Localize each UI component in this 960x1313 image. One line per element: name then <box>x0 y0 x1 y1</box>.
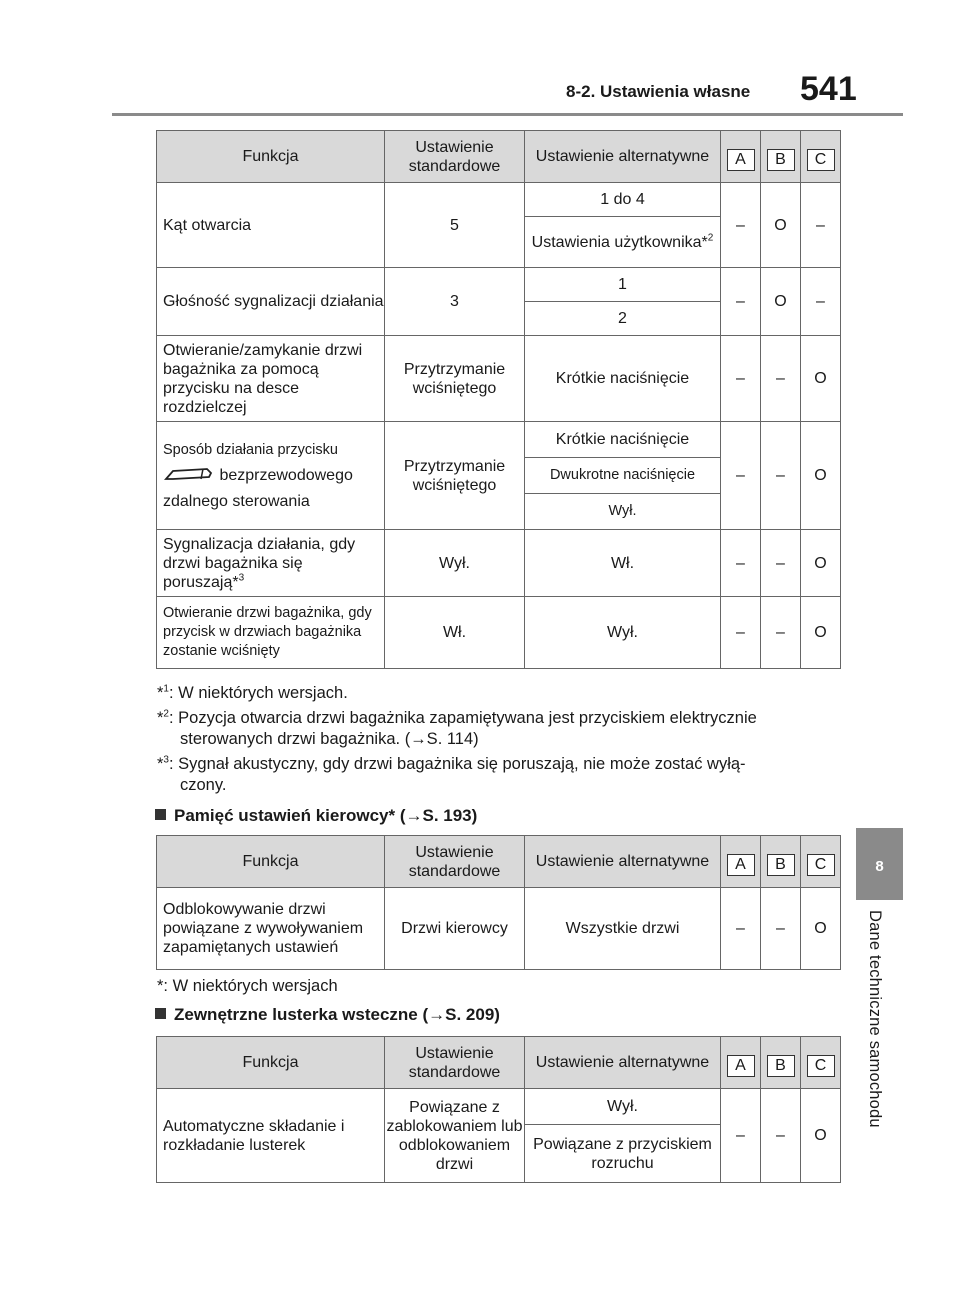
cell-b: – <box>761 888 801 970</box>
cell-a: – <box>721 183 761 268</box>
cell-b: – <box>761 597 801 669</box>
cell-function: Otwieranie/zamykanie drzwi bagażnika za pomocą przycisku na desce rozdzielczej <box>157 336 385 422</box>
cell-alt-1: 1 <box>525 268 721 302</box>
footnote-2: *$^2$: Pozycja otwarcia drzwi bagażnika zapamiętywana jest przyciskiem elektrycznie sterowanych drzwi bagażnika. (→S. 114) <box>157 708 827 750</box>
cell-alt-2: 2 <box>525 302 721 336</box>
col-funkcja: Funkcja <box>157 1037 385 1089</box>
cell-b: O <box>761 268 801 336</box>
cell-c: O <box>801 888 841 970</box>
col-b: B <box>767 149 795 171</box>
col-standard: Ustawienie standardowe <box>385 1037 525 1089</box>
col-c: C <box>807 854 835 876</box>
col-standard: Ustawienie standardowe <box>385 131 525 183</box>
function-text: Sygnalizacja działania, gdy drzwi bagażnika się poruszają* <box>163 535 356 591</box>
footnotes-1 <box>157 683 827 796</box>
cell-function: Odblokowywanie drzwi powiązane z wywoływaniem zapamiętanych ustawień <box>157 888 385 970</box>
function-line-3: zdalnego sterowania <box>163 492 310 510</box>
cell-b: – <box>761 336 801 422</box>
cell-c: – <box>801 268 841 336</box>
cell-c: O <box>801 1089 841 1183</box>
col-a: A <box>727 149 755 171</box>
footnote-2-text-b: sterowanych drzwi bagażnika. (→S. 114) <box>180 730 479 748</box>
chapter-label-wrap <box>865 910 895 1250</box>
col-alternative: Ustawienie alternatywne <box>525 131 721 183</box>
cell-alt-2: Dwukrotne naciśnięcie <box>525 458 721 494</box>
cell-alt: Wszystkie drzwi <box>525 888 721 970</box>
col-a: A <box>727 854 755 876</box>
cell-a: – <box>721 336 761 422</box>
col-c: C <box>807 149 835 171</box>
chapter-tab <box>856 828 903 900</box>
cell-alt-3: Wył. <box>525 494 721 530</box>
cell-a: – <box>721 1089 761 1183</box>
footnote-mark: 3 <box>238 572 245 584</box>
cell-standard: Powiązane z zablokowaniem lub odblokowaniem drzwi <box>385 1089 525 1183</box>
section-heading-mirrors <box>155 1005 500 1025</box>
cell-alt-1: Wył. <box>525 1089 721 1125</box>
footnote-section-2: *: W niektórych wersjach <box>157 977 338 995</box>
cell-a: – <box>721 597 761 669</box>
function-line-1: Sposób działania przycisku <box>163 441 338 458</box>
settings-table-3 <box>156 1036 841 1183</box>
section-title: 8-2. Ustawienia własne <box>566 82 751 101</box>
header-rule <box>112 113 903 116</box>
cell-c: O <box>801 597 841 669</box>
col-c: C <box>807 1055 835 1077</box>
cell-alt-2 <box>525 217 721 268</box>
cell-a: – <box>721 530 761 597</box>
cell-standard: Przytrzymanie wciśniętego <box>385 422 525 530</box>
alt-text: Ustawienia użytkownika* <box>531 233 708 251</box>
section-heading-driver-memory <box>155 806 477 826</box>
page-number: 541 <box>800 70 857 108</box>
cell-alt-1: Krótkie naciśnięcie <box>525 422 721 458</box>
section-2-title: Pamięć ustawień kierowcy* (→S. 193) <box>174 806 478 825</box>
tailgate-key-icon <box>163 465 215 483</box>
cell-c: O <box>801 422 841 530</box>
cell-alt-2: Powiązane z przyciskiem rozruchu <box>525 1125 721 1183</box>
cell-standard: 3 <box>385 268 525 336</box>
cell-a: – <box>721 268 761 336</box>
cell-alt: Krótkie naciśnięcie <box>525 336 721 422</box>
footnote-1-text: W niektórych wersjach. <box>178 684 348 702</box>
square-bullet-icon <box>155 1008 166 1019</box>
square-bullet-icon <box>155 809 166 820</box>
function-line-2: bezprzewodowego <box>215 466 353 484</box>
settings-table-1 <box>156 130 841 669</box>
col-standard: Ustawienie standardowe <box>385 836 525 888</box>
col-funkcja: Funkcja <box>157 836 385 888</box>
cell-standard: Wł. <box>385 597 525 669</box>
footnote-3-text-a: Sygnał akustyczny, gdy drzwi bagażnika się poruszają, nie może zostać wyłą- <box>178 755 746 773</box>
chapter-label: Dane techniczne samochodu <box>866 910 884 1128</box>
cell-function: Automatyczne składanie i rozkładanie lusterek <box>157 1089 385 1183</box>
chapter-number: 8 <box>875 858 884 875</box>
cell-standard: 5 <box>385 183 525 268</box>
cell-function <box>157 530 385 597</box>
cell-b: O <box>761 183 801 268</box>
cell-alt-1: 1 do 4 <box>525 183 721 217</box>
cell-b: – <box>761 422 801 530</box>
cell-c: – <box>801 183 841 268</box>
cell-c: O <box>801 336 841 422</box>
footnote-3: *$^3$: Sygnał akustyczny, gdy drzwi bagażnika się poruszają, nie może zostać wyłą- czony. <box>157 754 827 796</box>
settings-table-2 <box>156 835 841 970</box>
footnote-3-text-b: czony. <box>180 776 227 794</box>
col-funkcja: Funkcja <box>157 131 385 183</box>
cell-alt: Wł. <box>525 530 721 597</box>
cell-function: Głośność sygnalizacji działania <box>157 268 385 336</box>
cell-b: – <box>761 530 801 597</box>
cell-alt: Wył. <box>525 597 721 669</box>
cell-b: – <box>761 1089 801 1183</box>
cell-standard: Wył. <box>385 530 525 597</box>
col-alternative: Ustawienie alternatywne <box>525 1037 721 1089</box>
cell-standard: Drzwi kierowcy <box>385 888 525 970</box>
cell-a: – <box>721 422 761 530</box>
footnote-mark: 2 <box>707 232 714 244</box>
col-alternative: Ustawienie alternatywne <box>525 836 721 888</box>
cell-function: Kąt otwarcia <box>157 183 385 268</box>
col-b: B <box>767 854 795 876</box>
cell-function: Otwieranie drzwi bagażnika, gdy przycisk w drzwiach bagażnika zostanie wciśnięty <box>157 597 385 669</box>
cell-function <box>157 422 385 530</box>
col-b: B <box>767 1055 795 1077</box>
cell-a: – <box>721 888 761 970</box>
cell-standard: Przytrzymanie wciśniętego <box>385 336 525 422</box>
cell-c: O <box>801 530 841 597</box>
section-3-title: Zewnętrzne lusterka wsteczne (→S. 209) <box>174 1005 500 1024</box>
footnote-1: *$^1$: W niektórych wersjach. <box>157 683 348 702</box>
footnote-2-text-a: Pozycja otwarcia drzwi bagażnika zapamiętywana jest przyciskiem elektrycznie <box>178 709 757 727</box>
col-a: A <box>727 1055 755 1077</box>
